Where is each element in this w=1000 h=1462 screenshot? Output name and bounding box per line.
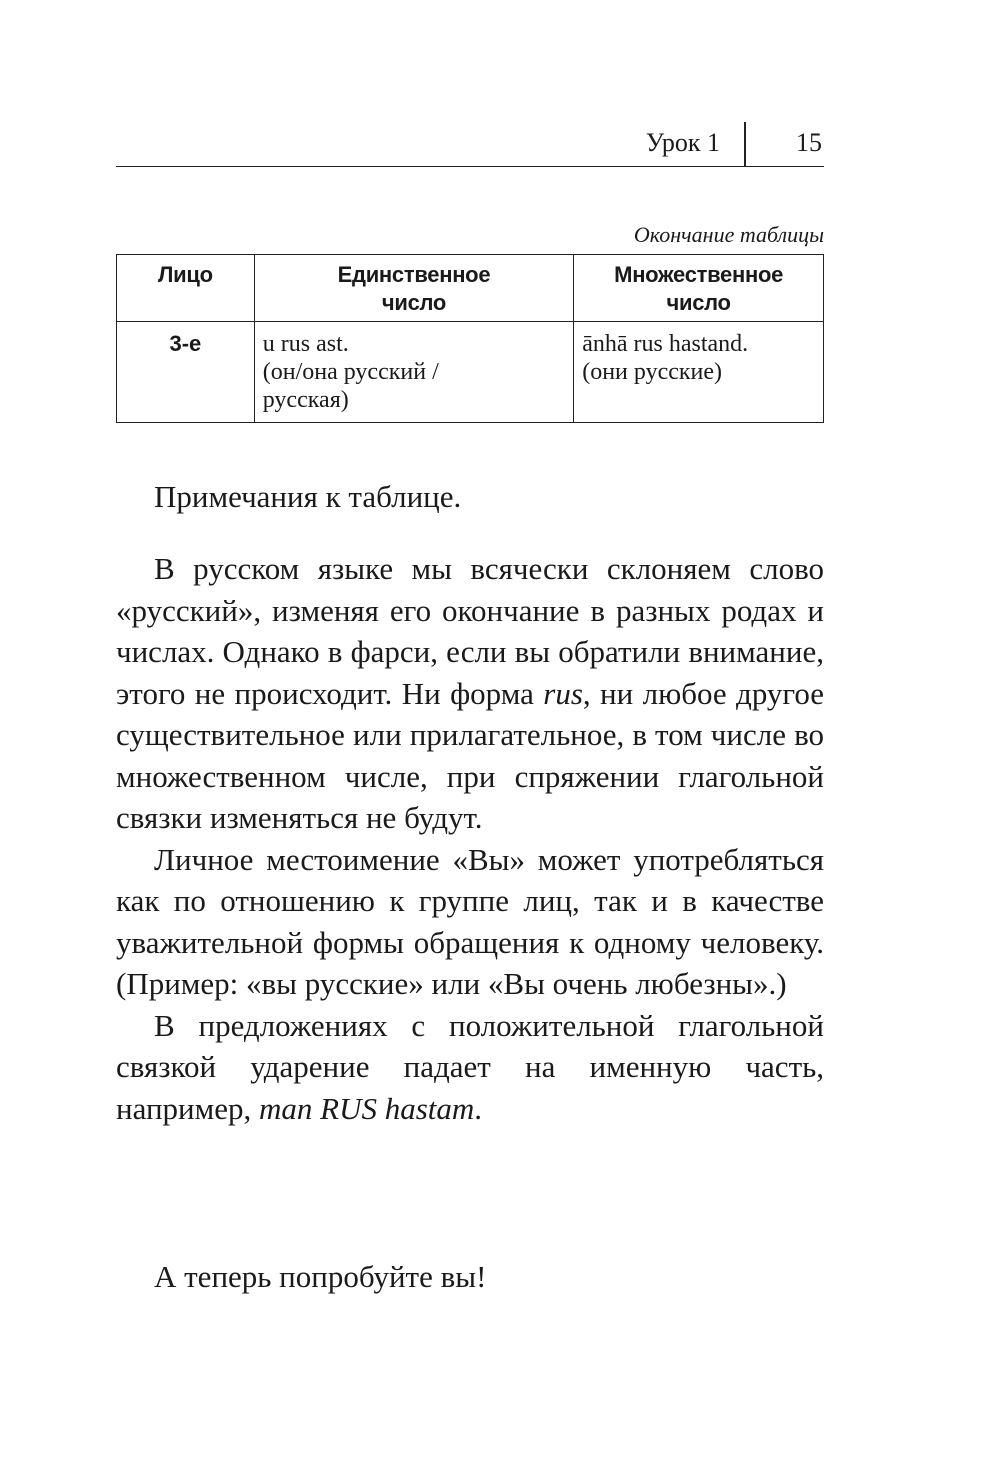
cell-singular-line: u rus ast.	[262, 331, 349, 357]
cell-person: 3-е	[117, 322, 255, 423]
cell-singular-line: русская)	[262, 387, 349, 413]
table-caption: Окончание таблицы	[633, 222, 824, 247]
lesson-label: Урок 1	[645, 128, 720, 157]
conjugation-table	[116, 254, 824, 423]
closing-line: А теперь попробуйте вы!	[154, 1259, 487, 1294]
header-separator	[744, 122, 746, 166]
paragraph	[116, 548, 824, 839]
table-row	[117, 322, 824, 423]
running-head	[116, 122, 824, 167]
paragraph	[116, 1005, 824, 1130]
paragraph: Личное местоимение «Вы» может употребляться как по отношению к группе лиц, так и в качестве уважительной формы обращения к одному человеку. (Пример: «вы русские» или «Вы очень любезны».)	[116, 841, 824, 1001]
cell-singular	[254, 322, 573, 423]
cell-plural	[574, 322, 824, 423]
header-singular-line: Единственное	[337, 262, 491, 287]
paragraph-text: В предложениях с положительной глагольной связкой ударение падает на именную часть, например,	[116, 1007, 824, 1126]
paragraph-text: В русском языке мы всячески склоняем слово «русский», изменяя его окончание в разных родах и числах. Однако в фарси, если вы обратили внимание, этого не происходит. Ни форма	[116, 551, 824, 711]
header-plural-line: Множественное	[614, 262, 784, 287]
closing-block	[116, 1256, 824, 1298]
paragraph-text: , ни любое другое существительное или прилагательное, в том числе во множественном числе, при спряжении глагольной связки изменяться не будут.	[116, 675, 825, 835]
notes-title-block	[116, 476, 824, 518]
header-singular-line: число	[381, 290, 447, 315]
header-plural-line: число	[666, 290, 731, 315]
paragraph-text: .	[474, 1090, 483, 1126]
header-person: Лицо	[117, 255, 255, 322]
header-singular	[254, 255, 573, 322]
page-number: 15	[796, 128, 822, 157]
table-header-row	[117, 255, 824, 322]
cell-plural-line: ānhā rus hastand.	[582, 331, 749, 357]
cell-singular-line: (он/она русский /	[262, 359, 439, 385]
cell-plural-line: (они русские)	[582, 359, 723, 385]
header-plural	[574, 255, 824, 322]
notes-body	[116, 548, 824, 1129]
emphasis: man RUS hastam	[259, 1090, 475, 1126]
emphasis: rus	[543, 675, 583, 711]
notes-title: Примечания к таблице.	[154, 479, 462, 514]
